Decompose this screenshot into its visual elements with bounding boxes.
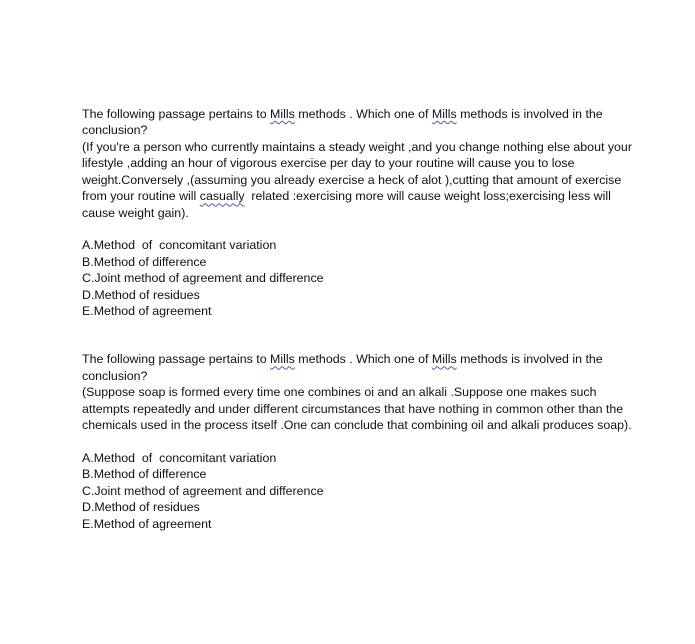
stem-text: The following passage pertains to: [82, 352, 271, 367]
spellcheck-flagged-word[interactable]: casually: [199, 189, 245, 204]
question-2: [82, 351, 642, 532]
choice-b[interactable]: B.Method of difference: [82, 254, 207, 269]
choice-a[interactable]: A.Method of concomitant variation: [82, 450, 277, 465]
choice-c[interactable]: C.Joint method of agreement and difference: [82, 483, 324, 498]
choice-e[interactable]: E.Method of agreement: [82, 516, 212, 531]
stem-text: The following passage pertains to: [82, 107, 271, 121]
document-body: [82, 106, 642, 532]
stem-text: methods . Which one of: [294, 107, 432, 121]
stem-text: methods is involved in the conclusion?: [82, 107, 607, 138]
question-2-choices: [82, 450, 642, 532]
choice-c[interactable]: C.Joint method of agreement and difference: [82, 271, 324, 286]
choice-d[interactable]: D.Method of residues: [82, 287, 200, 302]
passage-text: (If you're a person who currently maintains a steady weight ,and you change nothing else about your lifestyle ,adding an hour of vigorous exercise per day to your routine will cause you to lose weight.Conversely ,(assuming you already exercise a heck of alot ),cutting that amount of exercise from your routine will: [82, 139, 636, 204]
choice-d[interactable]: D.Method of residues: [82, 500, 200, 515]
choice-e[interactable]: E.Method of agreement: [82, 303, 212, 318]
question-1-stem[interactable]: [82, 106, 642, 139]
passage-text: related :exercising more will cause weight loss;exercising less will cause weight gain).: [82, 189, 615, 220]
spellcheck-flagged-word[interactable]: Mills: [431, 107, 457, 121]
stem-text: methods . Which one of: [294, 352, 432, 367]
spellcheck-flagged-word[interactable]: Mills: [270, 107, 295, 121]
spellcheck-flagged-word[interactable]: Mills: [431, 352, 457, 367]
question-1: [82, 106, 642, 319]
choice-b[interactable]: B.Method of difference: [82, 467, 207, 482]
spellcheck-flagged-word[interactable]: Mills: [270, 352, 295, 367]
question-2-stem[interactable]: [82, 351, 642, 384]
choice-a[interactable]: A.Method of concomitant variation: [82, 238, 277, 253]
question-1-choices: [82, 237, 642, 319]
question-2-passage[interactable]: (Suppose soap is formed every time one combines oi and an alkali .Suppose one makes such attempts repeatedly and under different circumstances that have nothing in common other than the chemicals used in the process itself .One can conclude that combining oil and alkali produces soap).: [82, 385, 632, 433]
stem-text: methods is involved in the conclusion?: [82, 352, 607, 383]
question-1-passage[interactable]: [82, 139, 642, 221]
